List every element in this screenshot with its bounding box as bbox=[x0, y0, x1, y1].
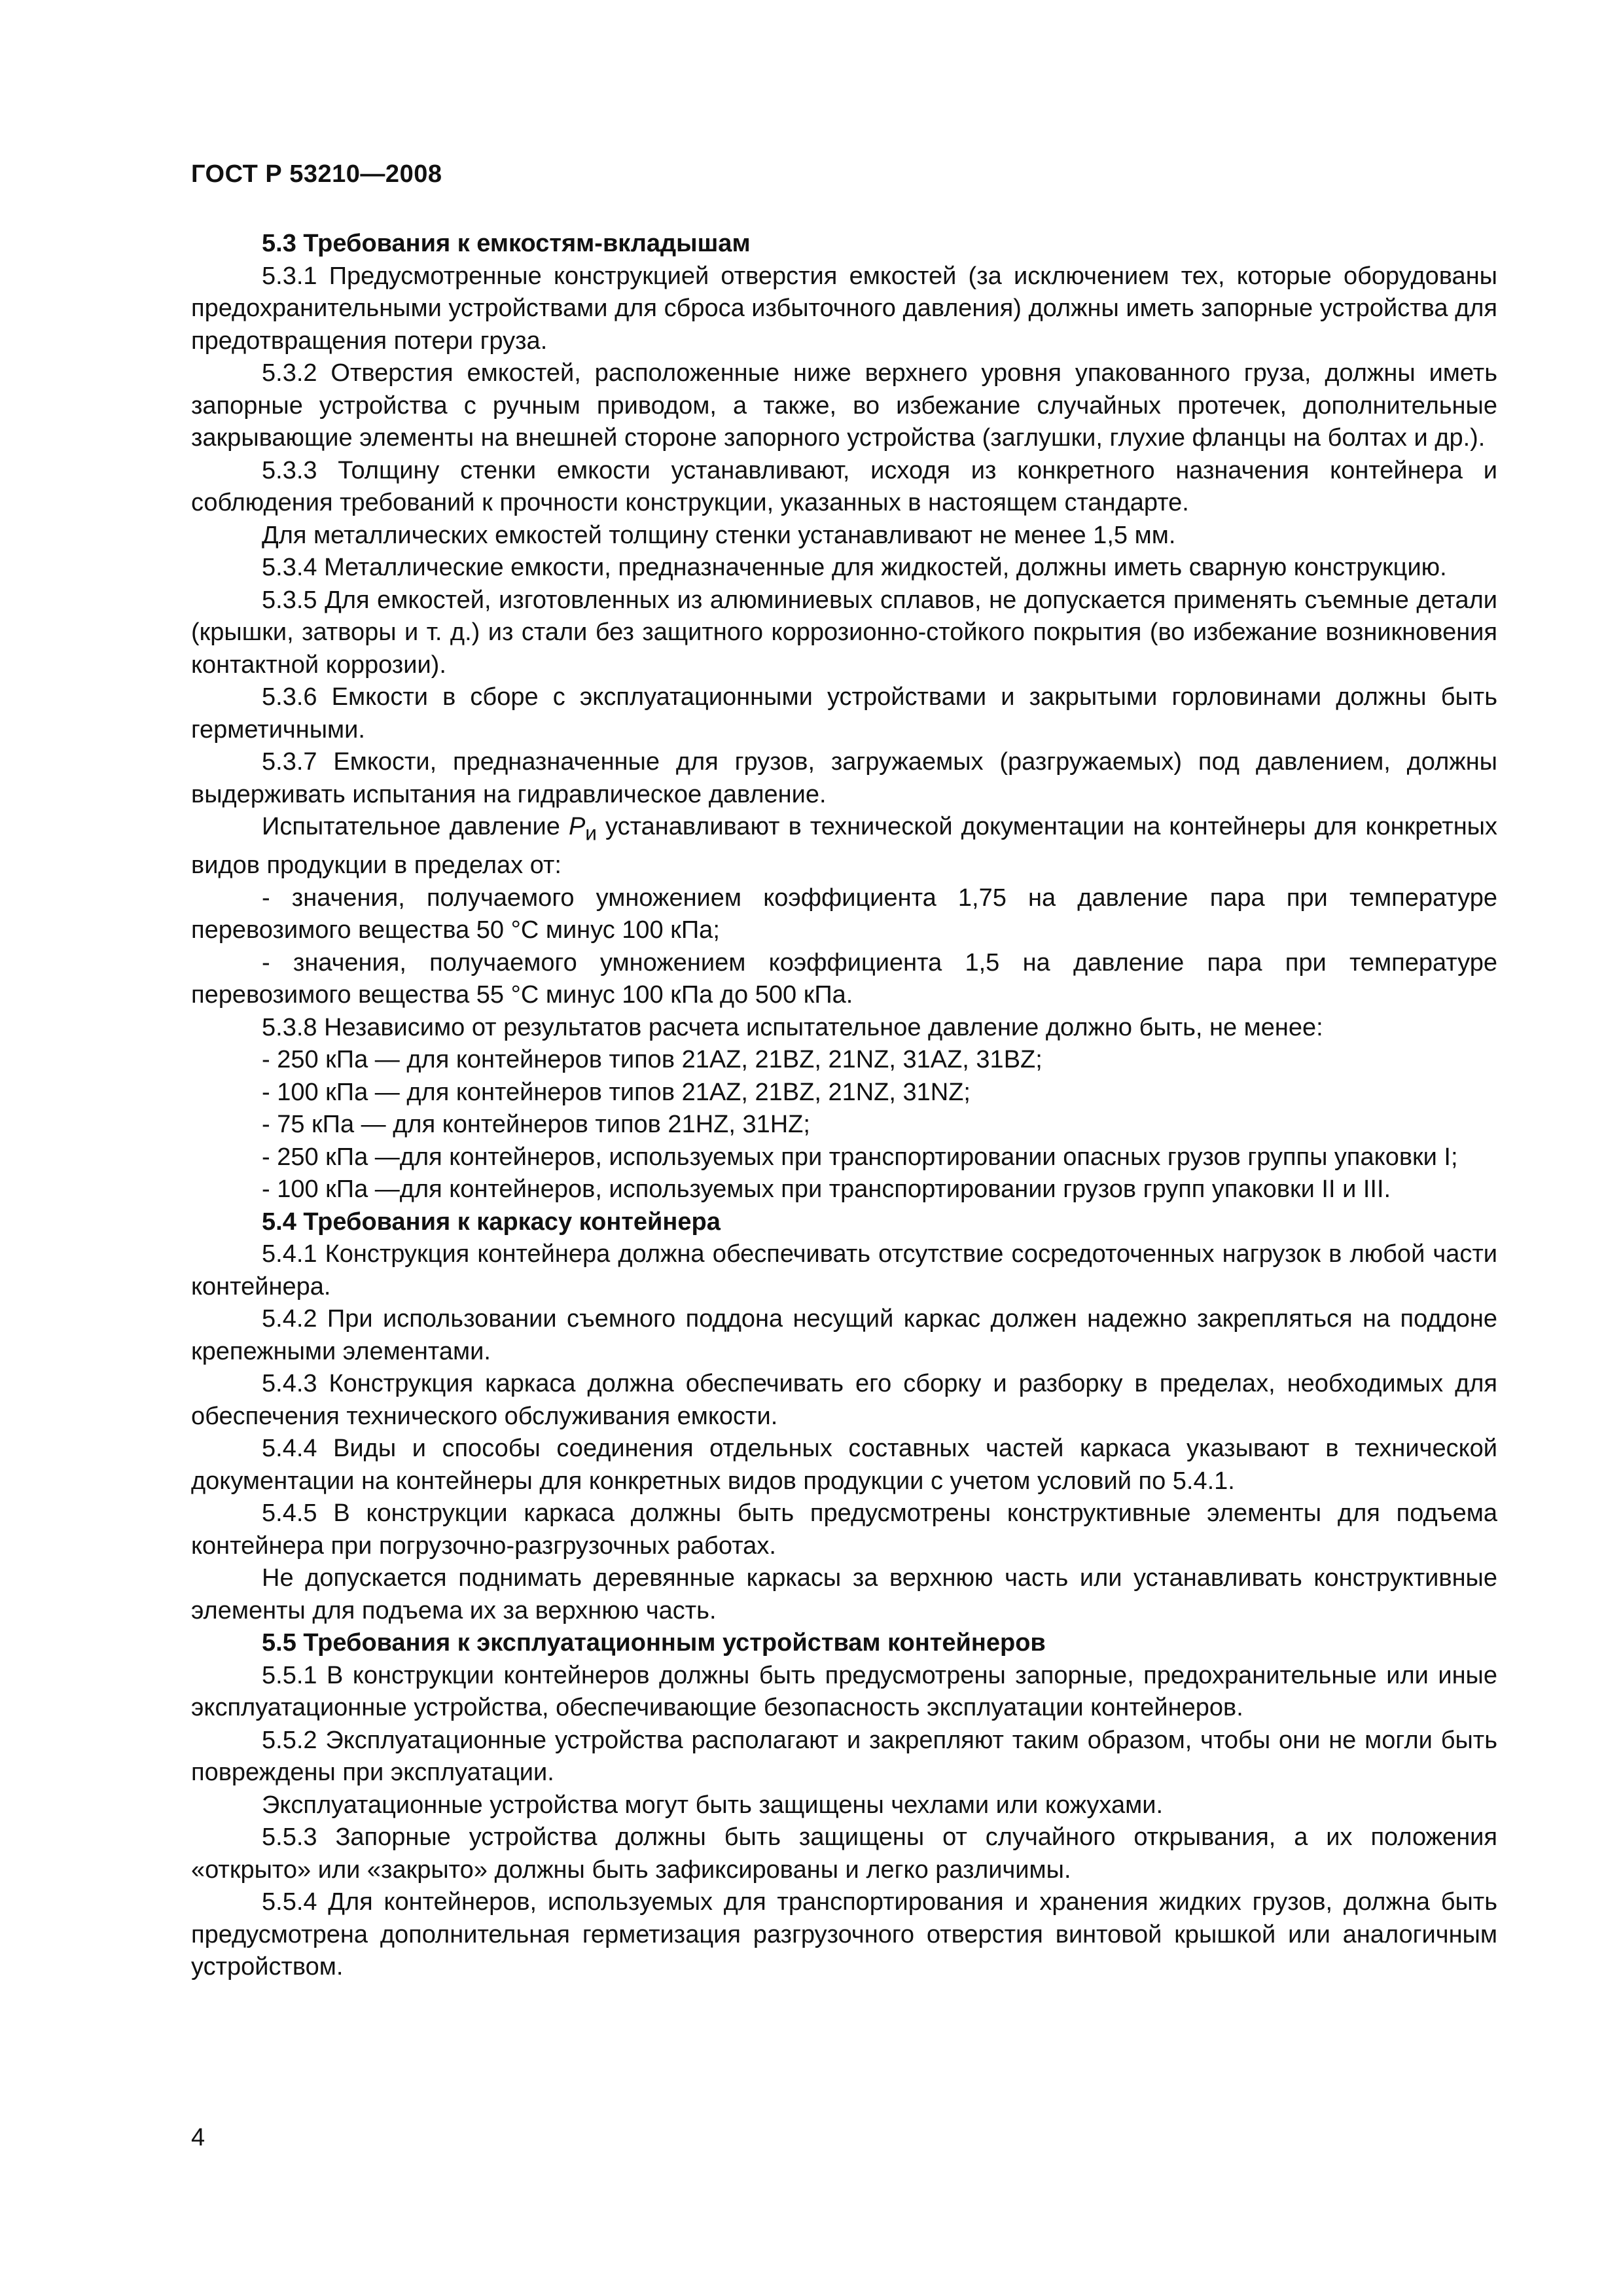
document-body bbox=[191, 228, 1497, 1984]
section-heading: 5.4 Требования к каркасу контейнера bbox=[262, 1208, 721, 1236]
paragraph: Эксплуатационные устройства могут быть защищены чехлами или кожухами. bbox=[262, 1791, 1164, 1819]
paragraph: 5.5.2 Эксплуатационные устройства располагают и закрепляют таким образом, чтобы они не могли быть повреждены при эксплуатации. bbox=[191, 1726, 1497, 1787]
list-item: - значения, получаемого умножением коэффициента 1,5 на давление пара при температуре перевозимого вещества 55 °С минус 100 кПа до 500 кПа. bbox=[191, 948, 1497, 1009]
formula-text-before: Испытательное давление bbox=[262, 813, 569, 840]
paragraph: 5.5.1 В конструкции контейнеров должны быть предусмотрены запорные, предохранительные или иные эксплуатационные устройства, обеспечивающие безопасность эксплуатации контейнеров. bbox=[191, 1661, 1497, 1722]
list-item: - 250 кПа —для контейнеров, используемых при транспортировании опасных грузов группы упаковки I; bbox=[262, 1143, 1458, 1171]
paragraph: Для металлических емкостей толщину стенки устанавливают не менее 1,5 мм. bbox=[262, 521, 1176, 549]
paragraph: 5.5.3 Запорные устройства должны быть защищены от случайного открывания, а их положения «открыто» или «закрыто» должны быть зафиксированы и легко различимы. bbox=[191, 1823, 1497, 1884]
paragraph: 5.3.1 Предусмотренные конструкцией отверстия емкостей (за исключением тех, которые оборудованы предохранительными устройствами для сброса избыточного давления) должны иметь запорные устройства для предотвращения потери груза. bbox=[191, 262, 1497, 355]
paragraph: 5.5.4 Для контейнеров, используемых для транспортирования и хранения жидких грузов, должна быть предусмотрена дополнительная герметизация разгрузочного отверстия винтовой крышкой или аналогичным устройством. bbox=[191, 1888, 1497, 1981]
paragraph: 5.4.1 Конструкция контейнера должна обеспечивать отсутствие сосредоточенных нагрузок в любой части контейнера. bbox=[191, 1240, 1497, 1300]
pressure-subscript: и bbox=[585, 821, 597, 845]
pressure-symbol: P bbox=[568, 813, 586, 840]
paragraph-test-pressure bbox=[191, 811, 1497, 882]
paragraph: 5.3.3 Толщину стенки емкости устанавливают, исходя из конкретного назначения контейнера и соблюдения требований к прочности конструкции, указанных в настоящем стандарте. bbox=[191, 456, 1497, 516]
list-item: - 100 кПа — для контейнеров типов 21AZ, 21BZ, 21NZ, 31NZ; bbox=[262, 1078, 971, 1106]
section-heading: 5.3 Требования к емкостям-вкладышам bbox=[262, 230, 751, 257]
list-item: - 250 кПа — для контейнеров типов 21AZ, 21BZ, 21NZ, 31AZ, 31BZ; bbox=[262, 1046, 1043, 1074]
paragraph: 5.3.5 Для емкостей, изготовленных из алюминиевых сплавов, не допускается применять съемные детали (крышки, затворы и т. д.) из стали без защитного коррозионно-стойкого покрытия (во избежание возникновения контактной коррозии). bbox=[191, 586, 1497, 679]
paragraph: 5.3.7 Емкости, предназначенные для грузов, загружаемых (разгружаемых) под давлением, должны выдерживать испытания на гидравлическое давление. bbox=[191, 748, 1497, 808]
page-number: 4 bbox=[191, 2124, 205, 2151]
paragraph: 5.3.8 Независимо от результатов расчета испытательное давление должно быть, не менее: bbox=[262, 1013, 1323, 1041]
paragraph: Не допускается поднимать деревянные каркасы за верхнюю часть или устанавливать конструктивные элементы для подъема их за верхнюю часть. bbox=[191, 1564, 1497, 1624]
paragraph: 5.4.4 Виды и способы соединения отдельных составных частей каркаса указывают в технической документации на контейнеры для конкретных видов продукции с учетом условий по 5.4.1. bbox=[191, 1435, 1497, 1495]
list-item: - 75 кПа — для контейнеров типов 21HZ, 31HZ; bbox=[262, 1111, 810, 1139]
list-item: - 100 кПа —для контейнеров, используемых при транспортировании грузов групп упаковки II и III. bbox=[262, 1175, 1391, 1204]
list-item: - значения, получаемого умножением коэффициента 1,75 на давление пара при температуре перевозимого вещества 50 °С минус 100 кПа; bbox=[191, 884, 1497, 944]
formula-text-after: устанавливают в технической документации на контейнеры для конкретных видов продукции в пределах от: bbox=[191, 813, 1497, 880]
paragraph: 5.3.4 Металлические емкости, предназначенные для жидкостей, должны иметь сварную конструкцию. bbox=[262, 554, 1447, 581]
section-heading: 5.5 Требования к эксплуатационным устройствам контейнеров bbox=[262, 1629, 1046, 1657]
paragraph: 5.3.2 Отверстия емкостей, расположенные ниже верхнего уровня упакованного груза, должны иметь запорные устройства с ручным приводом, а также, во избежание случайных протечек, дополнительные закрывающие элементы на внешней стороне запорного устройства (заглушки, глухие фланцы на болтах и др.). bbox=[191, 359, 1497, 452]
paragraph: 5.4.3 Конструкция каркаса должна обеспечивать его сборку и разборку в пределах, необходимых для обеспечения технического обслуживания емкости. bbox=[191, 1370, 1497, 1430]
paragraph: 5.3.6 Емкости в сборе с эксплуатационными устройствами и закрытыми горловинами должны быть герметичными. bbox=[191, 683, 1497, 744]
paragraph: 5.4.5 В конструкции каркаса должны быть предусмотрены конструктивные элементы для подъема контейнера при погрузочно-разгрузочных работах. bbox=[191, 1499, 1497, 1560]
paragraph: 5.4.2 При использовании съемного поддона несущий каркас должен надежно закрепляться на поддоне крепежными элементами. bbox=[191, 1305, 1497, 1365]
document-header: ГОСТ Р 53210—2008 bbox=[191, 160, 442, 188]
